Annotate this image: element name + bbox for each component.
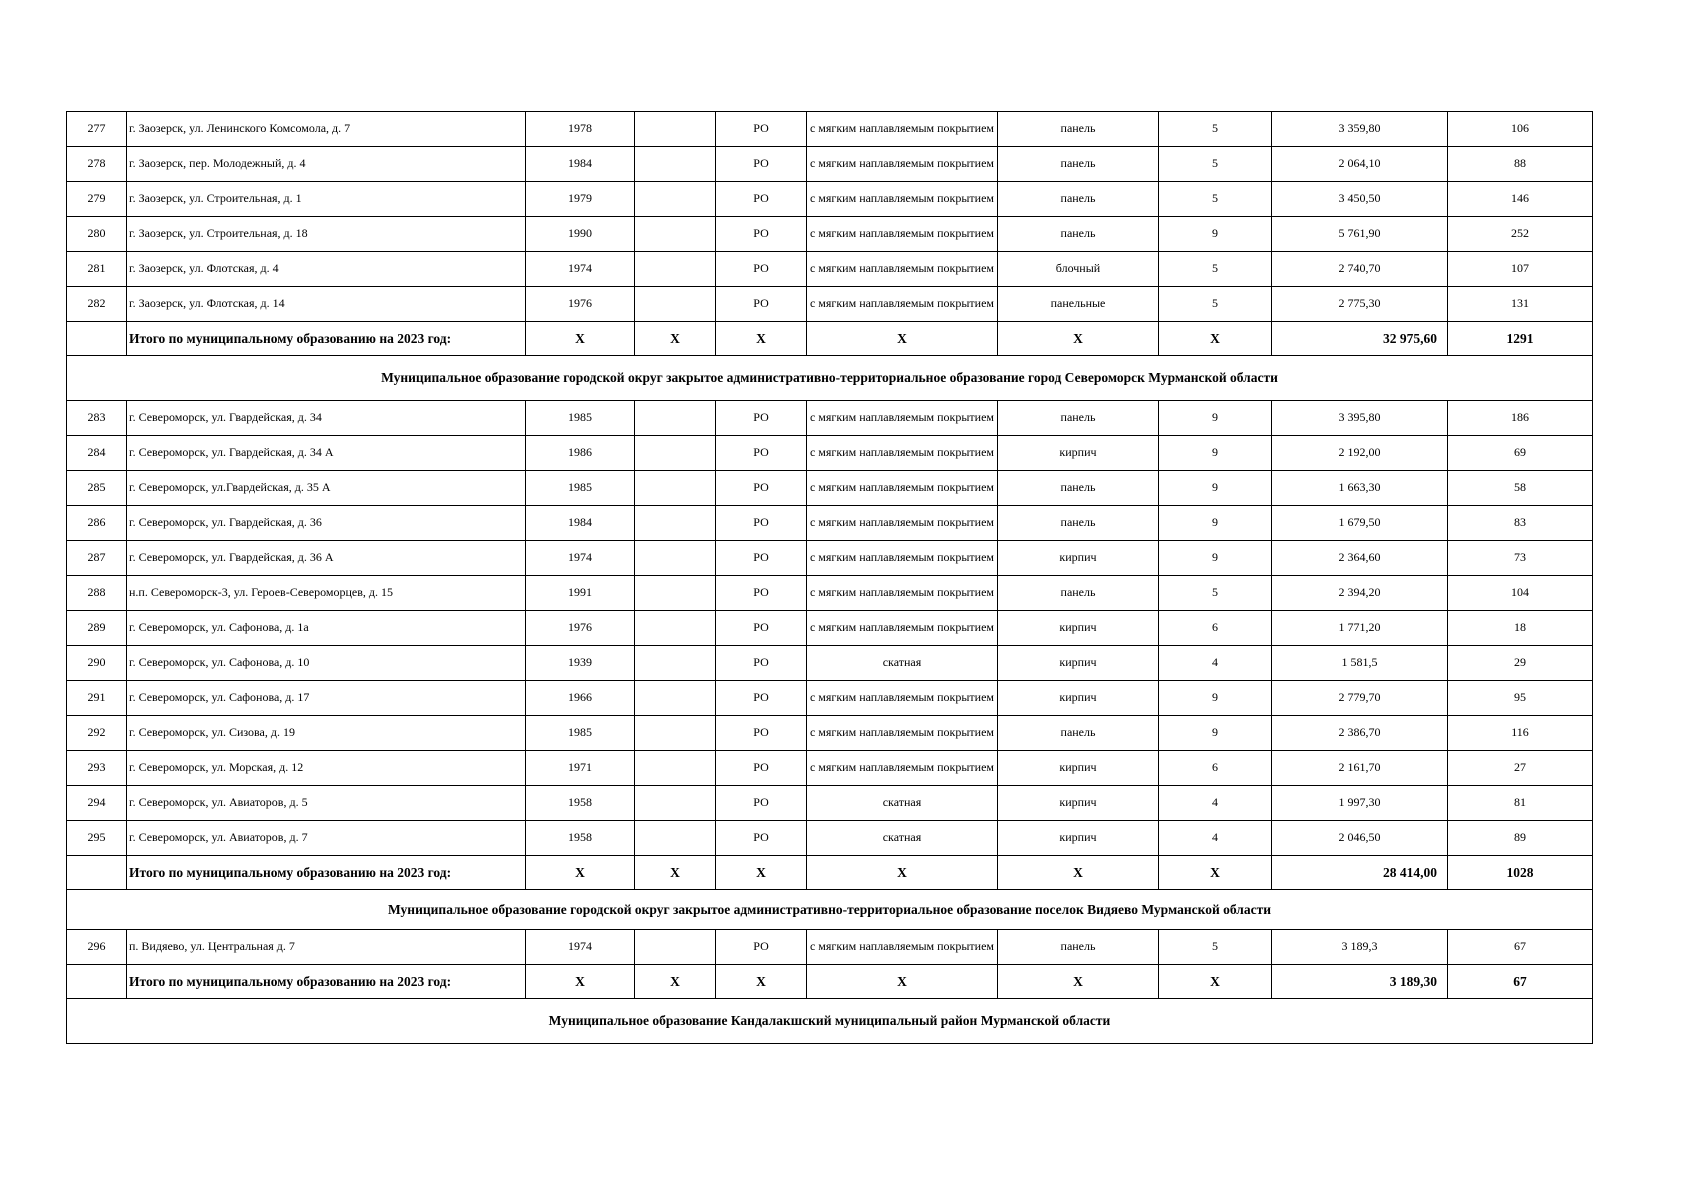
total-row xyxy=(67,965,1593,999)
residents-cell: 69 xyxy=(1448,436,1593,471)
wall-material-cell: панель xyxy=(998,182,1159,217)
residents-cell: 116 xyxy=(1448,716,1593,751)
total-label: Итого по муниципальному образованию на 2023 год: xyxy=(127,965,526,999)
floors-cell: 9 xyxy=(1159,716,1272,751)
roof-type-cell: с мягким наплавляемым покрытием xyxy=(807,681,998,716)
roof-type-cell: с мягким наплавляемым покрытием xyxy=(807,252,998,287)
floors-cell: 4 xyxy=(1159,821,1272,856)
year-cell: 1976 xyxy=(526,611,635,646)
residents-cell: 18 xyxy=(1448,611,1593,646)
empty-cell xyxy=(635,541,716,576)
floors-cell: 6 xyxy=(1159,611,1272,646)
wall-material-cell: панель xyxy=(998,716,1159,751)
year-cell: 1985 xyxy=(526,401,635,436)
total-residents: 1291 xyxy=(1448,322,1593,356)
year-cell: 1985 xyxy=(526,716,635,751)
wall-material-cell: панельные xyxy=(998,287,1159,322)
empty-cell xyxy=(635,182,716,217)
table-body xyxy=(67,112,1593,1044)
empty-cell xyxy=(635,112,716,147)
total-spacer-cell xyxy=(67,856,127,890)
total-x-mark: X xyxy=(1159,322,1272,356)
address-cell: г. Заозерск, ул. Ленинского Комсомола, д. 7 xyxy=(127,112,526,147)
empty-cell xyxy=(635,147,716,182)
row-number-cell: 278 xyxy=(67,147,127,182)
year-cell: 1984 xyxy=(526,506,635,541)
table-row xyxy=(67,611,1593,646)
residents-cell: 95 xyxy=(1448,681,1593,716)
area-cell: 3 189,3 xyxy=(1272,930,1448,965)
table-row xyxy=(67,471,1593,506)
area-cell: 2 064,10 xyxy=(1272,147,1448,182)
residents-cell: 29 xyxy=(1448,646,1593,681)
row-number-cell: 284 xyxy=(67,436,127,471)
row-number-cell: 296 xyxy=(67,930,127,965)
funding-method-cell: РО xyxy=(716,646,807,681)
floors-cell: 5 xyxy=(1159,576,1272,611)
empty-cell xyxy=(635,611,716,646)
row-number-cell: 291 xyxy=(67,681,127,716)
area-cell: 5 761,90 xyxy=(1272,217,1448,252)
table-row xyxy=(67,182,1593,217)
area-cell: 3 359,80 xyxy=(1272,112,1448,147)
area-cell: 1 679,50 xyxy=(1272,506,1448,541)
area-cell: 2 386,70 xyxy=(1272,716,1448,751)
funding-method-cell: РО xyxy=(716,611,807,646)
table-row xyxy=(67,681,1593,716)
floors-cell: 9 xyxy=(1159,541,1272,576)
roof-type-cell: с мягким наплавляемым покрытием xyxy=(807,401,998,436)
residents-cell: 83 xyxy=(1448,506,1593,541)
year-cell: 1985 xyxy=(526,471,635,506)
year-cell: 1976 xyxy=(526,287,635,322)
area-cell: 2 740,70 xyxy=(1272,252,1448,287)
address-cell: г. Североморск, ул. Сафонова, д. 17 xyxy=(127,681,526,716)
empty-cell xyxy=(635,786,716,821)
area-cell: 3 450,50 xyxy=(1272,182,1448,217)
address-cell: г. Североморск, ул. Морская, д. 12 xyxy=(127,751,526,786)
wall-material-cell: кирпич xyxy=(998,646,1159,681)
address-cell: г. Заозерск, ул. Строительная, д. 1 xyxy=(127,182,526,217)
floors-cell: 9 xyxy=(1159,401,1272,436)
area-cell: 3 395,80 xyxy=(1272,401,1448,436)
total-residents: 67 xyxy=(1448,965,1593,999)
address-cell: г. Заозерск, ул. Флотская, д. 14 xyxy=(127,287,526,322)
empty-cell xyxy=(635,681,716,716)
year-cell: 1986 xyxy=(526,436,635,471)
year-cell: 1974 xyxy=(526,930,635,965)
address-cell: н.п. Североморск-3, ул. Героев-Североморцев, д. 15 xyxy=(127,576,526,611)
section-heading: Муниципальное образование городской округ закрытое административно-территориальное образование поселок Видяево Мурманской области xyxy=(67,890,1593,930)
area-cell: 2 046,50 xyxy=(1272,821,1448,856)
row-number-cell: 282 xyxy=(67,287,127,322)
floors-cell: 5 xyxy=(1159,182,1272,217)
year-cell: 1958 xyxy=(526,786,635,821)
wall-material-cell: кирпич xyxy=(998,541,1159,576)
year-cell: 1984 xyxy=(526,147,635,182)
floors-cell: 9 xyxy=(1159,217,1272,252)
total-x-mark: X xyxy=(807,856,998,890)
total-x-mark: X xyxy=(635,965,716,999)
residents-cell: 252 xyxy=(1448,217,1593,252)
roof-type-cell: с мягким наплавляемым покрытием xyxy=(807,217,998,252)
residents-cell: 81 xyxy=(1448,786,1593,821)
address-cell: г. Североморск, ул.Гвардейская, д. 35 А xyxy=(127,471,526,506)
area-cell: 1 581,5 xyxy=(1272,646,1448,681)
row-number-cell: 294 xyxy=(67,786,127,821)
total-x-mark: X xyxy=(635,856,716,890)
funding-method-cell: РО xyxy=(716,252,807,287)
table-row xyxy=(67,506,1593,541)
funding-method-cell: РО xyxy=(716,471,807,506)
total-x-mark: X xyxy=(1159,965,1272,999)
address-cell: г. Североморск, ул. Гвардейская, д. 36 А xyxy=(127,541,526,576)
row-number-cell: 281 xyxy=(67,252,127,287)
total-x-mark: X xyxy=(526,322,635,356)
row-number-cell: 290 xyxy=(67,646,127,681)
residents-cell: 106 xyxy=(1448,112,1593,147)
address-cell: г. Североморск, ул. Сафонова, д. 10 xyxy=(127,646,526,681)
total-area: 28 414,00 xyxy=(1272,856,1448,890)
table-row xyxy=(67,930,1593,965)
floors-cell: 5 xyxy=(1159,147,1272,182)
table-row xyxy=(67,217,1593,252)
floors-cell: 9 xyxy=(1159,681,1272,716)
wall-material-cell: панель xyxy=(998,401,1159,436)
row-number-cell: 280 xyxy=(67,217,127,252)
table-row xyxy=(67,716,1593,751)
total-x-mark: X xyxy=(716,322,807,356)
address-cell: г. Заозерск, пер. Молодежный, д. 4 xyxy=(127,147,526,182)
year-cell: 1974 xyxy=(526,252,635,287)
funding-method-cell: РО xyxy=(716,786,807,821)
roof-type-cell: скатная xyxy=(807,646,998,681)
total-x-mark: X xyxy=(1159,856,1272,890)
table-row xyxy=(67,576,1593,611)
table-row xyxy=(67,401,1593,436)
year-cell: 1971 xyxy=(526,751,635,786)
funding-method-cell: РО xyxy=(716,217,807,252)
row-number-cell: 279 xyxy=(67,182,127,217)
funding-method-cell: РО xyxy=(716,930,807,965)
year-cell: 1966 xyxy=(526,681,635,716)
total-row xyxy=(67,856,1593,890)
funding-method-cell: РО xyxy=(716,541,807,576)
total-row xyxy=(67,322,1593,356)
total-x-mark: X xyxy=(998,322,1159,356)
total-x-mark: X xyxy=(807,965,998,999)
total-label: Итого по муниципальному образованию на 2023 год: xyxy=(127,322,526,356)
year-cell: 1979 xyxy=(526,182,635,217)
empty-cell xyxy=(635,821,716,856)
address-cell: г. Североморск, ул. Сафонова, д. 1а xyxy=(127,611,526,646)
area-cell: 2 161,70 xyxy=(1272,751,1448,786)
roof-type-cell: скатная xyxy=(807,821,998,856)
residents-cell: 88 xyxy=(1448,147,1593,182)
row-number-cell: 289 xyxy=(67,611,127,646)
area-cell: 2 775,30 xyxy=(1272,287,1448,322)
table-row xyxy=(67,287,1593,322)
roof-type-cell: с мягким наплавляемым покрытием xyxy=(807,611,998,646)
area-cell: 2 192,00 xyxy=(1272,436,1448,471)
floors-cell: 9 xyxy=(1159,471,1272,506)
row-number-cell: 286 xyxy=(67,506,127,541)
roof-type-cell: с мягким наплавляемым покрытием xyxy=(807,436,998,471)
empty-cell xyxy=(635,471,716,506)
year-cell: 1990 xyxy=(526,217,635,252)
funding-method-cell: РО xyxy=(716,436,807,471)
floors-cell: 5 xyxy=(1159,287,1272,322)
floors-cell: 9 xyxy=(1159,436,1272,471)
section-heading-row xyxy=(67,356,1593,401)
residents-cell: 131 xyxy=(1448,287,1593,322)
section-heading: Муниципальное образование Кандалакшский муниципальный район Мурманской области xyxy=(67,999,1593,1044)
housing-register-table xyxy=(66,111,1593,1044)
funding-method-cell: РО xyxy=(716,182,807,217)
roof-type-cell: с мягким наплавляемым покрытием xyxy=(807,182,998,217)
roof-type-cell: с мягким наплавляемым покрытием xyxy=(807,541,998,576)
residents-cell: 104 xyxy=(1448,576,1593,611)
total-label: Итого по муниципальному образованию на 2023 год: xyxy=(127,856,526,890)
address-cell: г. Североморск, ул. Сизова, д. 19 xyxy=(127,716,526,751)
residents-cell: 27 xyxy=(1448,751,1593,786)
roof-type-cell: с мягким наплавляемым покрытием xyxy=(807,287,998,322)
funding-method-cell: РО xyxy=(716,401,807,436)
roof-type-cell: с мягким наплавляемым покрытием xyxy=(807,716,998,751)
funding-method-cell: РО xyxy=(716,751,807,786)
roof-type-cell: с мягким наплавляемым покрытием xyxy=(807,147,998,182)
empty-cell xyxy=(635,287,716,322)
empty-cell xyxy=(635,646,716,681)
empty-cell xyxy=(635,930,716,965)
row-number-cell: 283 xyxy=(67,401,127,436)
wall-material-cell: кирпич xyxy=(998,751,1159,786)
empty-cell xyxy=(635,252,716,287)
empty-cell xyxy=(635,576,716,611)
funding-method-cell: РО xyxy=(716,681,807,716)
total-x-mark: X xyxy=(716,856,807,890)
wall-material-cell: кирпич xyxy=(998,436,1159,471)
roof-type-cell: с мягким наплавляемым покрытием xyxy=(807,506,998,541)
empty-cell xyxy=(635,436,716,471)
section-heading: Муниципальное образование городской округ закрытое административно-территориальное образование город Североморск Мурманской области xyxy=(67,356,1593,401)
funding-method-cell: РО xyxy=(716,287,807,322)
address-cell: п. Видяево, ул. Центральная д. 7 xyxy=(127,930,526,965)
row-number-cell: 285 xyxy=(67,471,127,506)
area-cell: 1 771,20 xyxy=(1272,611,1448,646)
floors-cell: 4 xyxy=(1159,646,1272,681)
total-x-mark: X xyxy=(635,322,716,356)
wall-material-cell: панель xyxy=(998,930,1159,965)
floors-cell: 5 xyxy=(1159,112,1272,147)
funding-method-cell: РО xyxy=(716,821,807,856)
empty-cell xyxy=(635,751,716,786)
area-cell: 2 394,20 xyxy=(1272,576,1448,611)
table-row xyxy=(67,436,1593,471)
residents-cell: 186 xyxy=(1448,401,1593,436)
roof-type-cell: с мягким наплавляемым покрытием xyxy=(807,930,998,965)
table-row xyxy=(67,541,1593,576)
roof-type-cell: с мягким наплавляемым покрытием xyxy=(807,112,998,147)
area-cell: 2 364,60 xyxy=(1272,541,1448,576)
address-cell: г. Североморск, ул. Гвардейская, д. 34 А xyxy=(127,436,526,471)
floors-cell: 6 xyxy=(1159,751,1272,786)
table-row xyxy=(67,821,1593,856)
wall-material-cell: кирпич xyxy=(998,611,1159,646)
total-residents: 1028 xyxy=(1448,856,1593,890)
residents-cell: 107 xyxy=(1448,252,1593,287)
wall-material-cell: блочный xyxy=(998,252,1159,287)
total-x-mark: X xyxy=(807,322,998,356)
row-number-cell: 292 xyxy=(67,716,127,751)
total-x-mark: X xyxy=(526,965,635,999)
row-number-cell: 277 xyxy=(67,112,127,147)
table-row xyxy=(67,786,1593,821)
funding-method-cell: РО xyxy=(716,147,807,182)
year-cell: 1991 xyxy=(526,576,635,611)
roof-type-cell: с мягким наплавляемым покрытием xyxy=(807,576,998,611)
roof-type-cell: с мягким наплавляемым покрытием xyxy=(807,751,998,786)
funding-method-cell: РО xyxy=(716,112,807,147)
total-x-mark: X xyxy=(526,856,635,890)
table-row xyxy=(67,147,1593,182)
wall-material-cell: кирпич xyxy=(998,681,1159,716)
residents-cell: 73 xyxy=(1448,541,1593,576)
area-cell: 1 663,30 xyxy=(1272,471,1448,506)
address-cell: г. Заозерск, ул. Флотская, д. 4 xyxy=(127,252,526,287)
total-x-mark: X xyxy=(998,856,1159,890)
wall-material-cell: панель xyxy=(998,217,1159,252)
wall-material-cell: кирпич xyxy=(998,786,1159,821)
residents-cell: 89 xyxy=(1448,821,1593,856)
wall-material-cell: панель xyxy=(998,576,1159,611)
wall-material-cell: панель xyxy=(998,147,1159,182)
wall-material-cell: панель xyxy=(998,471,1159,506)
row-number-cell: 293 xyxy=(67,751,127,786)
residents-cell: 146 xyxy=(1448,182,1593,217)
address-cell: г. Североморск, ул. Гвардейская, д. 36 xyxy=(127,506,526,541)
year-cell: 1958 xyxy=(526,821,635,856)
empty-cell xyxy=(635,401,716,436)
row-number-cell: 287 xyxy=(67,541,127,576)
floors-cell: 5 xyxy=(1159,930,1272,965)
empty-cell xyxy=(635,506,716,541)
table-row xyxy=(67,751,1593,786)
roof-type-cell: скатная xyxy=(807,786,998,821)
area-cell: 2 779,70 xyxy=(1272,681,1448,716)
table-row xyxy=(67,646,1593,681)
empty-cell xyxy=(635,716,716,751)
roof-type-cell: с мягким наплавляемым покрытием xyxy=(807,471,998,506)
floors-cell: 4 xyxy=(1159,786,1272,821)
total-spacer-cell xyxy=(67,322,127,356)
wall-material-cell: панель xyxy=(998,112,1159,147)
floors-cell: 5 xyxy=(1159,252,1272,287)
address-cell: г. Североморск, ул. Авиаторов, д. 7 xyxy=(127,821,526,856)
empty-cell xyxy=(635,217,716,252)
funding-method-cell: РО xyxy=(716,716,807,751)
section-heading-row xyxy=(67,890,1593,930)
year-cell: 1974 xyxy=(526,541,635,576)
section-heading-row xyxy=(67,999,1593,1044)
wall-material-cell: кирпич xyxy=(998,821,1159,856)
year-cell: 1939 xyxy=(526,646,635,681)
funding-method-cell: РО xyxy=(716,576,807,611)
address-cell: г. Североморск, ул. Гвардейская, д. 34 xyxy=(127,401,526,436)
table-row xyxy=(67,252,1593,287)
wall-material-cell: панель xyxy=(998,506,1159,541)
total-spacer-cell xyxy=(67,965,127,999)
area-cell: 1 997,30 xyxy=(1272,786,1448,821)
address-cell: г. Североморск, ул. Авиаторов, д. 5 xyxy=(127,786,526,821)
residents-cell: 58 xyxy=(1448,471,1593,506)
total-x-mark: X xyxy=(998,965,1159,999)
year-cell: 1978 xyxy=(526,112,635,147)
total-area: 32 975,60 xyxy=(1272,322,1448,356)
residents-cell: 67 xyxy=(1448,930,1593,965)
table-row xyxy=(67,112,1593,147)
total-x-mark: X xyxy=(716,965,807,999)
address-cell: г. Заозерск, ул. Строительная, д. 18 xyxy=(127,217,526,252)
total-area: 3 189,30 xyxy=(1272,965,1448,999)
floors-cell: 9 xyxy=(1159,506,1272,541)
row-number-cell: 288 xyxy=(67,576,127,611)
funding-method-cell: РО xyxy=(716,506,807,541)
row-number-cell: 295 xyxy=(67,821,127,856)
